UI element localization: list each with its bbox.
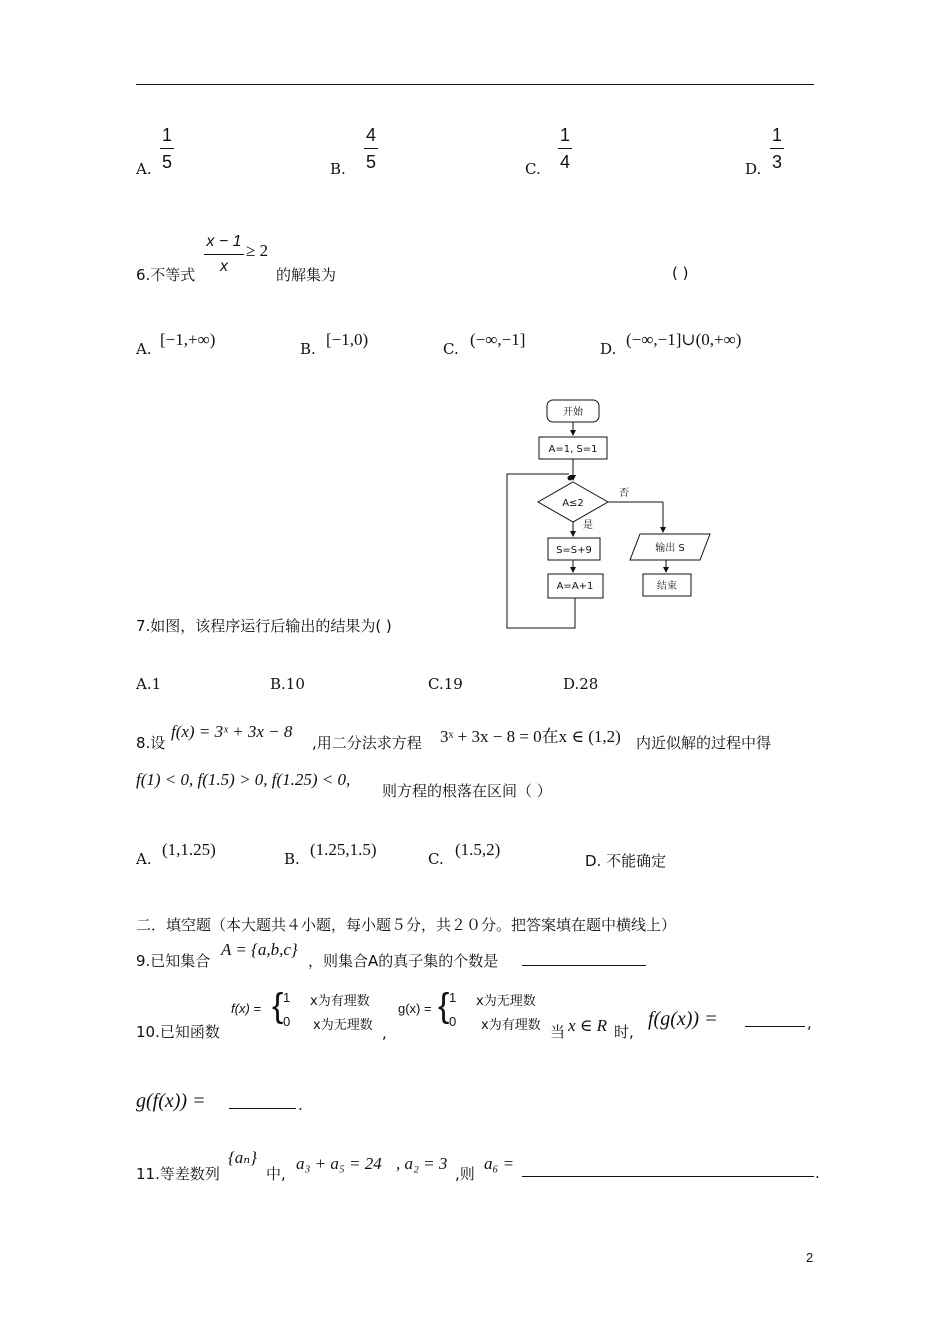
q6-option-a-value: [−1,+∞) [160,330,216,349]
q11-period: . [815,1164,820,1182]
q5-option-a-label: A. [136,160,152,178]
section-2-heading: 二．填空题（本大题共４小题，每小题５分，共２０分。把答案填在题中横线上） [136,916,677,934]
q8-option-a-label: A. [136,850,152,868]
q8-suffix: 内近似解的过程中得 [636,734,772,752]
q11-condition-2: , a₂ = 3 [396,1154,448,1173]
q6-option-d-value: (−∞,−1]∪(0,+∞) [626,330,742,349]
q6-option-b-value: [−1,0) [326,330,369,349]
q8-option-b-value: (1.25,1.5) [310,840,377,859]
q6-suffix: 的解集为 [276,266,337,284]
q8-conditions: f(1) < 0, f(1.5) > 0, f(1.25) < 0, [136,770,351,789]
flow-end-text: 结束 [657,581,677,592]
q7-option-c: C.19 [428,675,463,693]
q7-text: 7.如图，该程序运行后输出的结果为( ) [136,617,392,635]
q7-option-d: D.28 [563,675,599,693]
flow-yes-label: 是 [583,520,593,531]
header-rule [136,84,814,85]
q9-prefix: 9.已知集合 [136,952,211,970]
q11-target: a₆ = [484,1154,515,1173]
q10-g-case2-value: 0 [449,1014,457,1029]
q10-time: 时, [614,1023,634,1041]
q7-option-b: B.10 [270,675,305,693]
q8-option-c-label: C. [428,850,444,868]
q10-f-case2-value: 0 [283,1014,291,1029]
q10-g-label: g(x) = [398,1001,432,1016]
q9-answer-blank[interactable] [522,950,646,966]
q5-option-c-value: 1 4 [559,125,570,172]
q8-option-b-label: B. [284,850,300,868]
q8-mid: ,用二分法求方程 [312,734,422,752]
q8-option-a-value: (1,1.25) [162,840,216,859]
q8-function: f(x) = 3ˣ + 3x − 8 [171,722,293,741]
q10-f-label: f(x) = [231,1001,261,1016]
q6-relation: ≥ 2 [246,241,269,260]
q9-set: A = {a,b,c} [221,940,298,959]
q11-condition-1: a₃ + a₅ = 24 [296,1154,382,1173]
q6-option-c-label: C. [443,340,459,358]
q10-prefix: 10.已知函数 [136,1023,220,1041]
q10-period: . [298,1096,303,1114]
page-number: 2 [806,1250,814,1265]
flow-output-text: 输出 S [655,543,685,554]
program-flowchart [495,392,725,637]
q10-condition: x ∈ R [568,1016,608,1035]
q10-f-brace: { [272,987,284,1025]
q8-equation: 3ˣ + 3x − 8 = 0在x ∈ (1,2) [440,727,621,746]
q5-option-d-value: 1 3 [771,125,782,172]
q6-option-d-label: D. [600,340,617,358]
q7-option-a: A.1 [136,675,162,693]
flow-body1-text: S=S+9 [556,545,592,556]
q11-then: ,则 [455,1165,475,1183]
flow-no-label: 否 [619,488,629,499]
q10-fg-blank[interactable] [745,1010,805,1027]
q8-prefix: 8.设 [136,734,166,752]
q6-option-a-label: A. [136,340,152,358]
q10-gf-blank[interactable] [229,1092,296,1109]
q11-answer-blank[interactable] [522,1160,814,1177]
q9-suffix: ，则集合A的真子集的个数是 [308,952,499,970]
q6-option-b-label: B. [300,340,316,358]
q10-f-case1-cond: x为有理数 [310,994,370,1009]
q5-option-d-label: D. [745,160,762,178]
q10-f-case1-value: 1 [283,990,291,1005]
flow-init-text: A=1, S=1 [548,444,598,455]
q10-end-comma: , [807,1014,812,1032]
q6-fraction: x − 1 x [204,232,244,277]
flow-condition-text: A≤2 [562,498,584,509]
q10-comma: , [382,1024,387,1042]
q10-gf-expr: g(f(x)) = [136,1090,206,1112]
q8-option-c-value: (1.5,2) [455,840,501,859]
q10-when: 当 [550,1023,566,1041]
q5-option-b-value: 4 5 [365,125,376,172]
q5-option-b-label: B. [330,160,346,178]
q6-option-c-value: (−∞,−1] [470,330,526,349]
q10-f-case2-cond: x为无理数 [313,1018,373,1033]
q8-option-d: D. 不能确定 [585,852,667,870]
q10-g-case1-value: 1 [449,990,457,1005]
flow-start-text: 开始 [563,407,583,418]
q11-prefix: 11.等差数列 [136,1165,220,1183]
q6-answer-bracket: ( ) [672,264,689,282]
q10-g-brace: { [438,987,450,1025]
q5-option-c-label: C. [525,160,541,178]
flow-body2-text: A=A+1 [556,581,594,592]
q11-sequence: {aₙ} [228,1148,257,1167]
q11-mid: 中, [266,1165,286,1183]
q8-conditions-suffix: 则方程的根落在区间（ ） [382,782,552,800]
q6-prefix: 6.不等式 [136,266,196,284]
q10-g-case2-cond: x为有理数 [481,1018,541,1033]
q5-option-a-value: 1 5 [161,125,172,172]
q10-fg-expr: f(g(x)) = [648,1008,718,1030]
q10-g-case1-cond: x为无理数 [476,994,536,1009]
